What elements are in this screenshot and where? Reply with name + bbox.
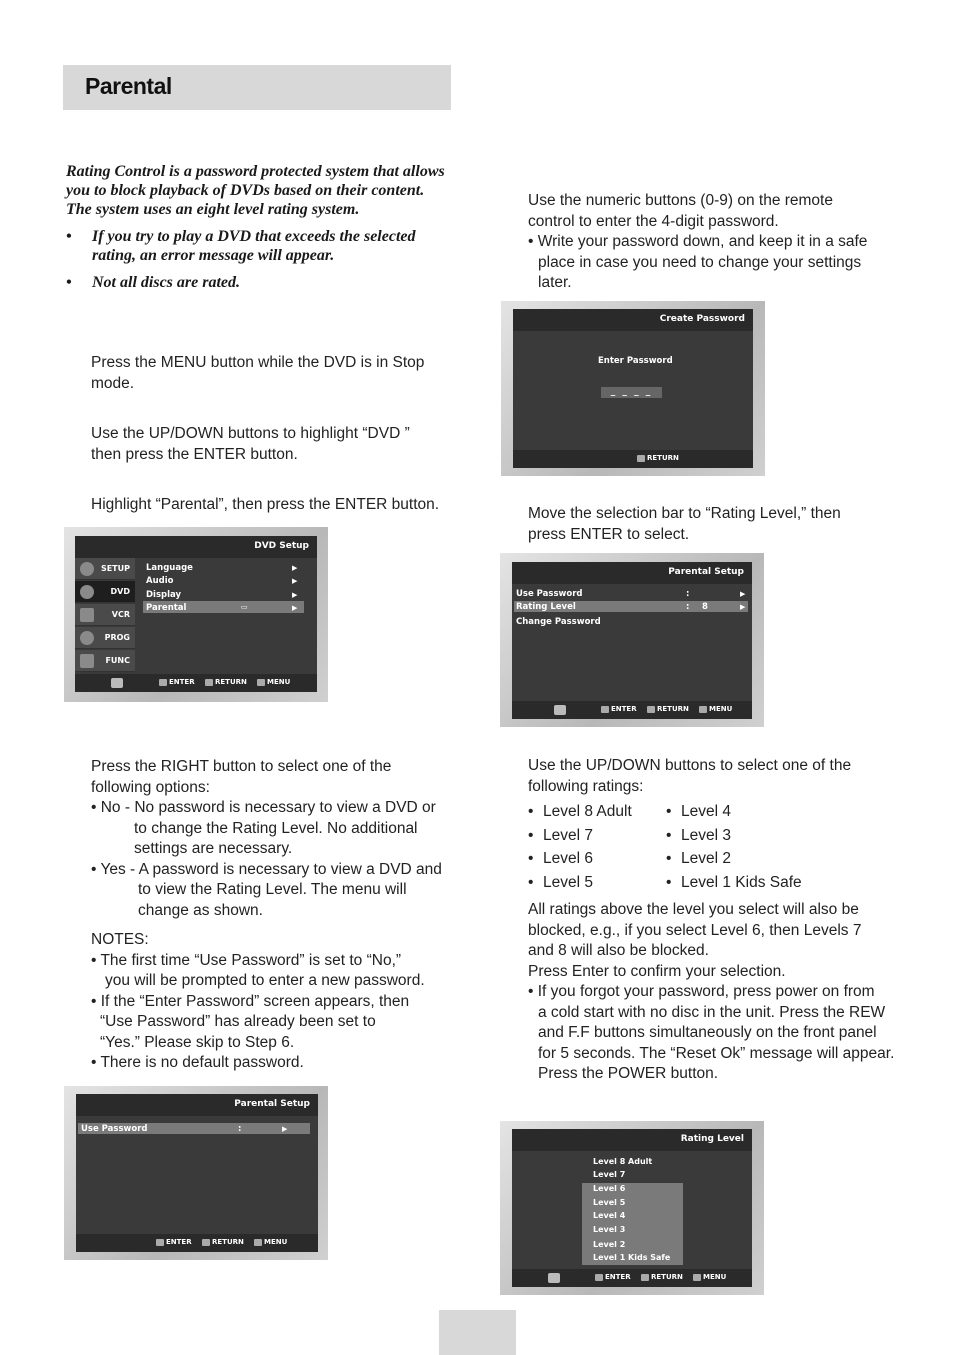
screen-title: Parental Setup (234, 1099, 310, 1109)
ratings-list-right: • Level 4 • Level 3 • Level 2 • Level 1 Kids Safe (666, 803, 802, 891)
page-title-bar (63, 65, 451, 110)
dvd-setup-screenshot (64, 527, 328, 702)
return-icon (205, 679, 213, 686)
use-password-row: Use Password (81, 1124, 148, 1134)
enter-icon (159, 679, 167, 686)
screen-title: Rating Level (680, 1134, 744, 1144)
parental-setup-screen-2: Parental Setup Use Password : ▶ Rating Level : 8 ▶ Change Password ENTER RETURN MENU (512, 562, 752, 719)
step-4-text: Press the RIGHT button to select one of the following options: • No - No password is necessary to view a DVD or to change the Rating Level. No additional settings are necessary. • Yes - A password is necessary to view a DVD and to view the Rating Level. The menu will change as shown. NOTES: • The first time “Use Password” is set to “No,” you will be prompted to enter a new password. • If the “Enter Password” screen appears, then “Use Password” has already been set to “Yes.” Please skip to Step 6. • There is no default password. (91, 757, 451, 1074)
intro-bullet: • If you try to play a DVD that exceeds the selected rating, an error message will appear. (66, 227, 446, 265)
dvd-setup-screen: DVD Setup SETUP DVD VCR PROG FUNC Language ▶ Audio ▶ Display ▶ Parental ▭ ▶ ENTER RETURN MENU (75, 536, 317, 692)
parental-setup-screen-1: Parental Setup Use Password : ▶ ENTER RETURN MENU (76, 1094, 318, 1252)
arrow-right-icon: ▶ (740, 590, 746, 598)
menu-item-parental: Parental (146, 603, 187, 613)
step-6-text: Move the selection bar to “Rating Level,” then press ENTER to select. (528, 505, 841, 543)
level-option: Level 1 Kids Safe (593, 1253, 671, 1262)
password-field: _ _ _ _ (601, 387, 662, 398)
intro-bullet: • Not all discs are rated. (66, 273, 446, 292)
return-icon (202, 1239, 210, 1246)
ratings-list-left: • Level 8 Adult • Level 7 • Level 6 • Level 5 (528, 803, 632, 891)
enter-icon (156, 1239, 164, 1246)
menu-item-audio: Audio (146, 576, 174, 586)
sidebar-item-setup: SETUP (75, 558, 135, 580)
rating-level-screenshot (500, 1121, 764, 1295)
level-option: Level 6 (593, 1184, 626, 1193)
parental-setup-screenshot-1 (64, 1086, 328, 1260)
intro-paragraph: Rating Control is a password protected system that allows you to block playback of DVDs based on their content. The system uses an eight level rating system. (66, 163, 445, 218)
enter-password-prompt: Enter Password (598, 356, 673, 366)
level-option: Level 3 (593, 1225, 626, 1234)
screen-title: Parental Setup (668, 567, 744, 577)
page-title: Parental (85, 73, 172, 99)
menu-item-language: Language (146, 563, 193, 573)
rating-level-screen: Rating Level Level 8 Adult Level 7 Level 6 Level 5 Level 4 Level 3 Level 2 Level 1 Kids Safe ENTER RETURN MENU (512, 1129, 752, 1287)
step-7-paragraph: All ratings above the level you select will also be blocked, e.g., if you select Level 6, then Levels 7 and 8 will also be blocked. Press Enter to confirm your selection. • If you forgot your password, press power on from a cold start with no disc in the unit. Press the REW and F.F buttons simultaneously on the front panel for 5 seconds. The “Reset Ok” message will appear. Press the POWER button. (528, 901, 895, 1082)
change-password-row: Change Password (516, 617, 601, 627)
level-option: Level 8 Adult (593, 1157, 653, 1166)
sidebar-item-vcr: VCR (75, 604, 135, 626)
navigation-icon (554, 705, 566, 715)
return-icon (641, 1274, 649, 1281)
grid-icon (80, 654, 94, 668)
lock-icon: ▭ (241, 603, 248, 611)
use-password-row: Use Password (516, 589, 583, 599)
menu-icon (699, 706, 707, 713)
create-password-screen: Create Password Enter Password _ _ _ _ RETURN (513, 309, 753, 468)
return-icon (637, 455, 645, 462)
navigation-icon (548, 1273, 560, 1283)
step-5-text: Use the numeric buttons (0-9) on the remote control to enter the 4-digit password. • Write your password down, and keep it in a safe place in case you need to change your settings later. (528, 192, 868, 291)
return-icon (647, 706, 655, 713)
sidebar-item-prog: PROG (75, 627, 135, 649)
navigation-icon (111, 678, 123, 688)
menu-item-display: Display (146, 590, 182, 600)
clock-icon (80, 631, 94, 645)
arrow-right-icon: ▶ (740, 603, 746, 611)
screen-title: Create Password (659, 314, 745, 324)
arrow-right-icon: ▶ (292, 577, 298, 585)
enter-icon (595, 1274, 603, 1281)
level-option: Level 2 (593, 1240, 626, 1249)
arrow-right-icon: ▶ (292, 564, 298, 572)
parental-setup-screenshot-2 (500, 553, 764, 727)
gear-icon (80, 562, 94, 576)
level-option: Level 5 (593, 1198, 626, 1207)
sidebar-item-func: FUNC (75, 650, 135, 672)
menu-icon (257, 679, 265, 686)
step-7-text: Use the UP/DOWN buttons to select one of the following ratings: (528, 757, 852, 795)
step-1-text: Press the MENU button while the DVD is in Stop mode. (91, 354, 425, 392)
rating-level-row: Rating Level (516, 602, 576, 612)
arrow-right-icon: ▶ (292, 604, 298, 612)
sidebar-item-dvd: DVD (75, 581, 135, 603)
arrow-right-icon: ▶ (292, 591, 298, 599)
step-3-text: Highlight “Parental”, then press the ENTER button. (91, 496, 440, 513)
step-2-text: Use the UP/DOWN buttons to highlight “DVD ” then press the ENTER button. (91, 425, 410, 463)
page-number-tab (439, 1310, 516, 1355)
level-option: Level 7 (593, 1170, 626, 1179)
rating-level-value: 8 (702, 602, 708, 612)
notes-label: NOTES: (91, 931, 149, 948)
screen-title: DVD Setup (254, 541, 309, 551)
disc-icon (80, 585, 94, 599)
enter-icon (601, 706, 609, 713)
menu-icon (254, 1239, 262, 1246)
arrow-right-icon: ▶ (282, 1125, 288, 1133)
menu-icon (693, 1274, 701, 1281)
intro-section (66, 162, 446, 300)
level-option: Level 4 (593, 1211, 626, 1220)
create-password-screenshot (501, 301, 765, 476)
vcr-icon (80, 608, 94, 622)
